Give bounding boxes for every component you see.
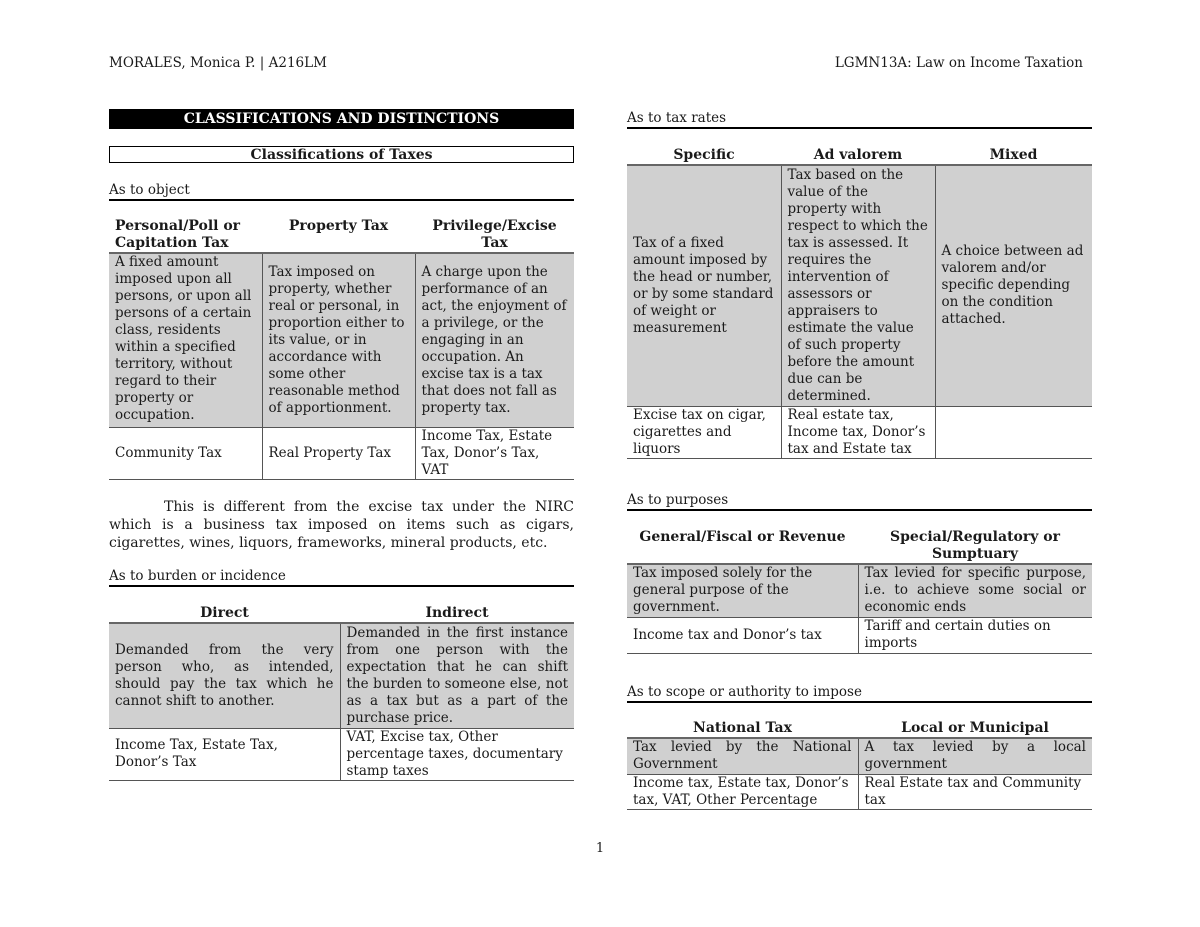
scope-header-local: Local or Municipal — [901, 720, 1049, 736]
excise-note-paragraph: This is different from the excise tax under the NIRC which is a business tax imposed on items such as cigars, cigarettes, wines, liquors, frameworks, mineral products, etc. — [109, 499, 574, 551]
purposes-table — [627, 529, 1092, 654]
burden-desc-direct: Demanded from the very person who, as intended, should pay the tax which he cannot shift to another. — [109, 623, 340, 728]
object-header-privilege: Privilege/Excise Tax — [432, 218, 557, 251]
rates-desc-mixed: A choice between ad valorem and/or specific depending on the condition attached. — [935, 165, 1092, 406]
scope-desc-local: A tax levied by a local government — [858, 738, 1092, 774]
object-header-personal: Personal/Poll or Capitation Tax — [115, 218, 241, 251]
rates-example-advalorem: Real estate tax, Income tax, Donor’s tax and Estate tax — [781, 406, 935, 458]
rates-header-advalorem: Ad valorem — [813, 147, 903, 163]
burden-desc-indirect: Demanded in the first instance from one person with the expectation that he can shift the burden to someone else, not as a tax but as a part of the purchase price. — [340, 623, 574, 728]
purposes-label: As to purposes — [627, 492, 1092, 511]
rates-label: As to tax rates — [627, 110, 1092, 129]
burden-table — [109, 605, 574, 781]
header-right: LGMN13A: Law on Income Taxation — [834, 55, 1083, 71]
scope-example-local: Real Estate tax and Community tax — [858, 774, 1092, 809]
page-number: 1 — [595, 841, 605, 856]
scope-header-national: National Tax — [693, 720, 792, 736]
rates-header-specific: Specific — [673, 147, 735, 163]
classifications-title: Classifications of Taxes — [109, 146, 574, 163]
purposes-header-general: General/Fiscal or Revenue — [639, 529, 846, 545]
object-desc-personal: A fixed amount imposed upon all persons, or upon all persons of a certain class, residents within a specified territory, without regard to their property or occupation. — [109, 253, 262, 427]
scope-table — [627, 720, 1092, 810]
purposes-desc-general: Tax imposed solely for the general purpose of the government. — [627, 564, 858, 617]
burden-example-indirect: VAT, Excise tax, Other percentage taxes, documentary stamp taxes — [340, 728, 574, 780]
burden-header-direct: Direct — [200, 605, 249, 621]
header-left: MORALES, Monica P. | A216LM — [109, 55, 327, 71]
burden-example-direct: Income Tax, Estate Tax, Donor’s Tax — [109, 728, 340, 780]
rates-desc-advalorem: Tax based on the value of the property with respect to which the tax is assessed. It requires the intervention of assessors or appraisers to estimate the value of such property before the amount due can be determined. — [781, 165, 935, 406]
section-banner: CLASSIFICATIONS AND DISTINCTIONS — [109, 109, 574, 129]
object-example-property: Real Property Tax — [262, 427, 415, 479]
purposes-example-special: Tariff and certain duties on imports — [858, 617, 1092, 653]
rates-header-mixed: Mixed — [989, 147, 1038, 163]
burden-header-indirect: Indirect — [425, 605, 489, 621]
object-desc-property: Tax imposed on property, whether real or personal, in proportion either to its value, or in accordance with some other reasonable method of apportionment. — [262, 253, 415, 427]
scope-example-national: Income tax, Estate tax, Donor’s tax, VAT, Other Percentage — [627, 774, 858, 809]
scope-desc-national: Tax levied by the National Government — [627, 738, 858, 774]
rates-desc-specific: Tax of a fixed amount imposed by the head or number, or by some standard of weight or measurement — [627, 165, 781, 406]
scope-label: As to scope or authority to impose — [627, 684, 1092, 703]
object-table — [109, 218, 574, 480]
object-label: As to object — [109, 182, 574, 201]
object-header-property: Property Tax — [288, 218, 389, 234]
purposes-desc-special: Tax levied for specific purpose, i.e. to achieve some social or economic ends — [858, 564, 1092, 617]
object-example-privilege: Income Tax, Estate Tax, Donor’s Tax, VAT — [415, 427, 574, 479]
rates-example-specific: Excise tax on cigar, cigarettes and liquors — [627, 406, 781, 458]
rates-example-mixed — [935, 406, 1092, 458]
rates-table — [627, 147, 1092, 459]
object-example-personal: Community Tax — [109, 427, 262, 479]
purposes-header-special: Special/Regulatory or Sumptuary — [890, 529, 1060, 562]
purposes-example-general: Income tax and Donor’s tax — [627, 617, 858, 653]
object-desc-privilege: A charge upon the performance of an act, the enjoyment of a privilege, or the engaging in an occupation. An excise tax is a tax that does not fall as property tax. — [415, 253, 574, 427]
burden-label: As to burden or incidence — [109, 568, 574, 587]
